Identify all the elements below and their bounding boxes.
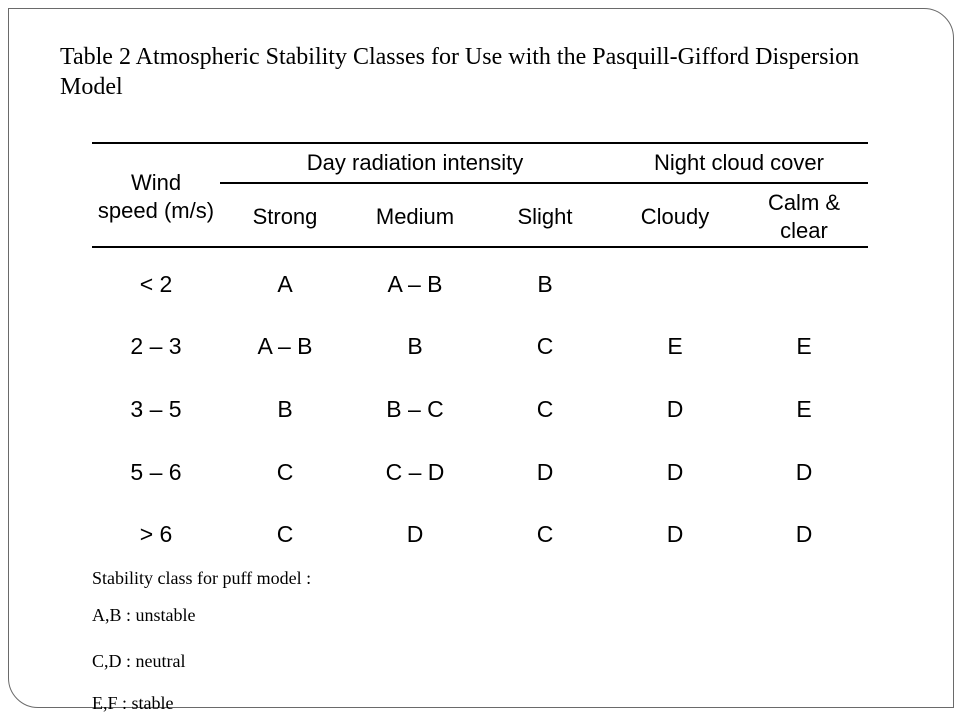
wind-header-line2: speed (m/s)	[97, 198, 215, 223]
cell-slight: C	[536, 521, 554, 547]
calm-header-line1: Calm &	[767, 190, 841, 215]
cell-calm: D	[795, 521, 813, 547]
wind-header-line1: Wind	[130, 170, 182, 195]
cell-strong: B	[277, 396, 293, 422]
cell-calm: D	[795, 459, 813, 485]
cell-medium: B	[407, 333, 423, 359]
cell-slight: B	[537, 271, 553, 297]
cell-wind: 2 – 3	[130, 333, 182, 359]
cell-strong: A	[277, 271, 293, 297]
cell-cloudy: D	[666, 396, 684, 422]
cell-wind: 3 – 5	[130, 396, 182, 422]
cell-calm: E	[796, 333, 812, 359]
cell-strong: C	[276, 521, 294, 547]
cell-slight: C	[536, 333, 554, 359]
strong-header: Strong	[252, 204, 318, 229]
day-radiation-header: Day radiation intensity	[306, 150, 524, 175]
cell-medium: A – B	[387, 271, 443, 297]
cell-cloudy: E	[667, 333, 683, 359]
cell-strong: A – B	[257, 333, 313, 359]
cell-wind: 5 – 6	[130, 459, 182, 485]
cell-strong: C	[276, 459, 294, 485]
notes-heading: Stability class for puff model :	[92, 568, 312, 588]
header-bottom-rule	[92, 246, 868, 248]
calm-header-line2: clear	[780, 218, 828, 243]
notes-unstable: A,B : unstable	[92, 605, 196, 625]
slight-header: Slight	[517, 204, 573, 229]
cell-cloudy: D	[666, 459, 684, 485]
table-top-rule	[92, 142, 868, 144]
cell-slight: D	[536, 459, 554, 485]
table-title: Table 2 Atmospheric Stability Classes for Use with the Pasquill-Gifford Dispersion Model	[60, 44, 860, 100]
cell-cloudy: D	[666, 521, 684, 547]
cell-slight: C	[536, 396, 554, 422]
cell-wind: < 2	[139, 271, 173, 297]
cell-medium: D	[406, 521, 424, 547]
notes-stable: E,F : stable	[92, 693, 174, 713]
night-cloud-header: Night cloud cover	[654, 150, 824, 175]
cloudy-header: Cloudy	[640, 204, 710, 229]
cell-medium: B – C	[386, 396, 444, 422]
cell-wind: > 6	[139, 521, 173, 547]
cell-medium: C – D	[385, 459, 445, 485]
group-header-rule	[220, 182, 868, 184]
medium-header: Medium	[375, 204, 455, 229]
notes-neutral: C,D : neutral	[92, 651, 186, 671]
cell-calm: E	[796, 396, 812, 422]
